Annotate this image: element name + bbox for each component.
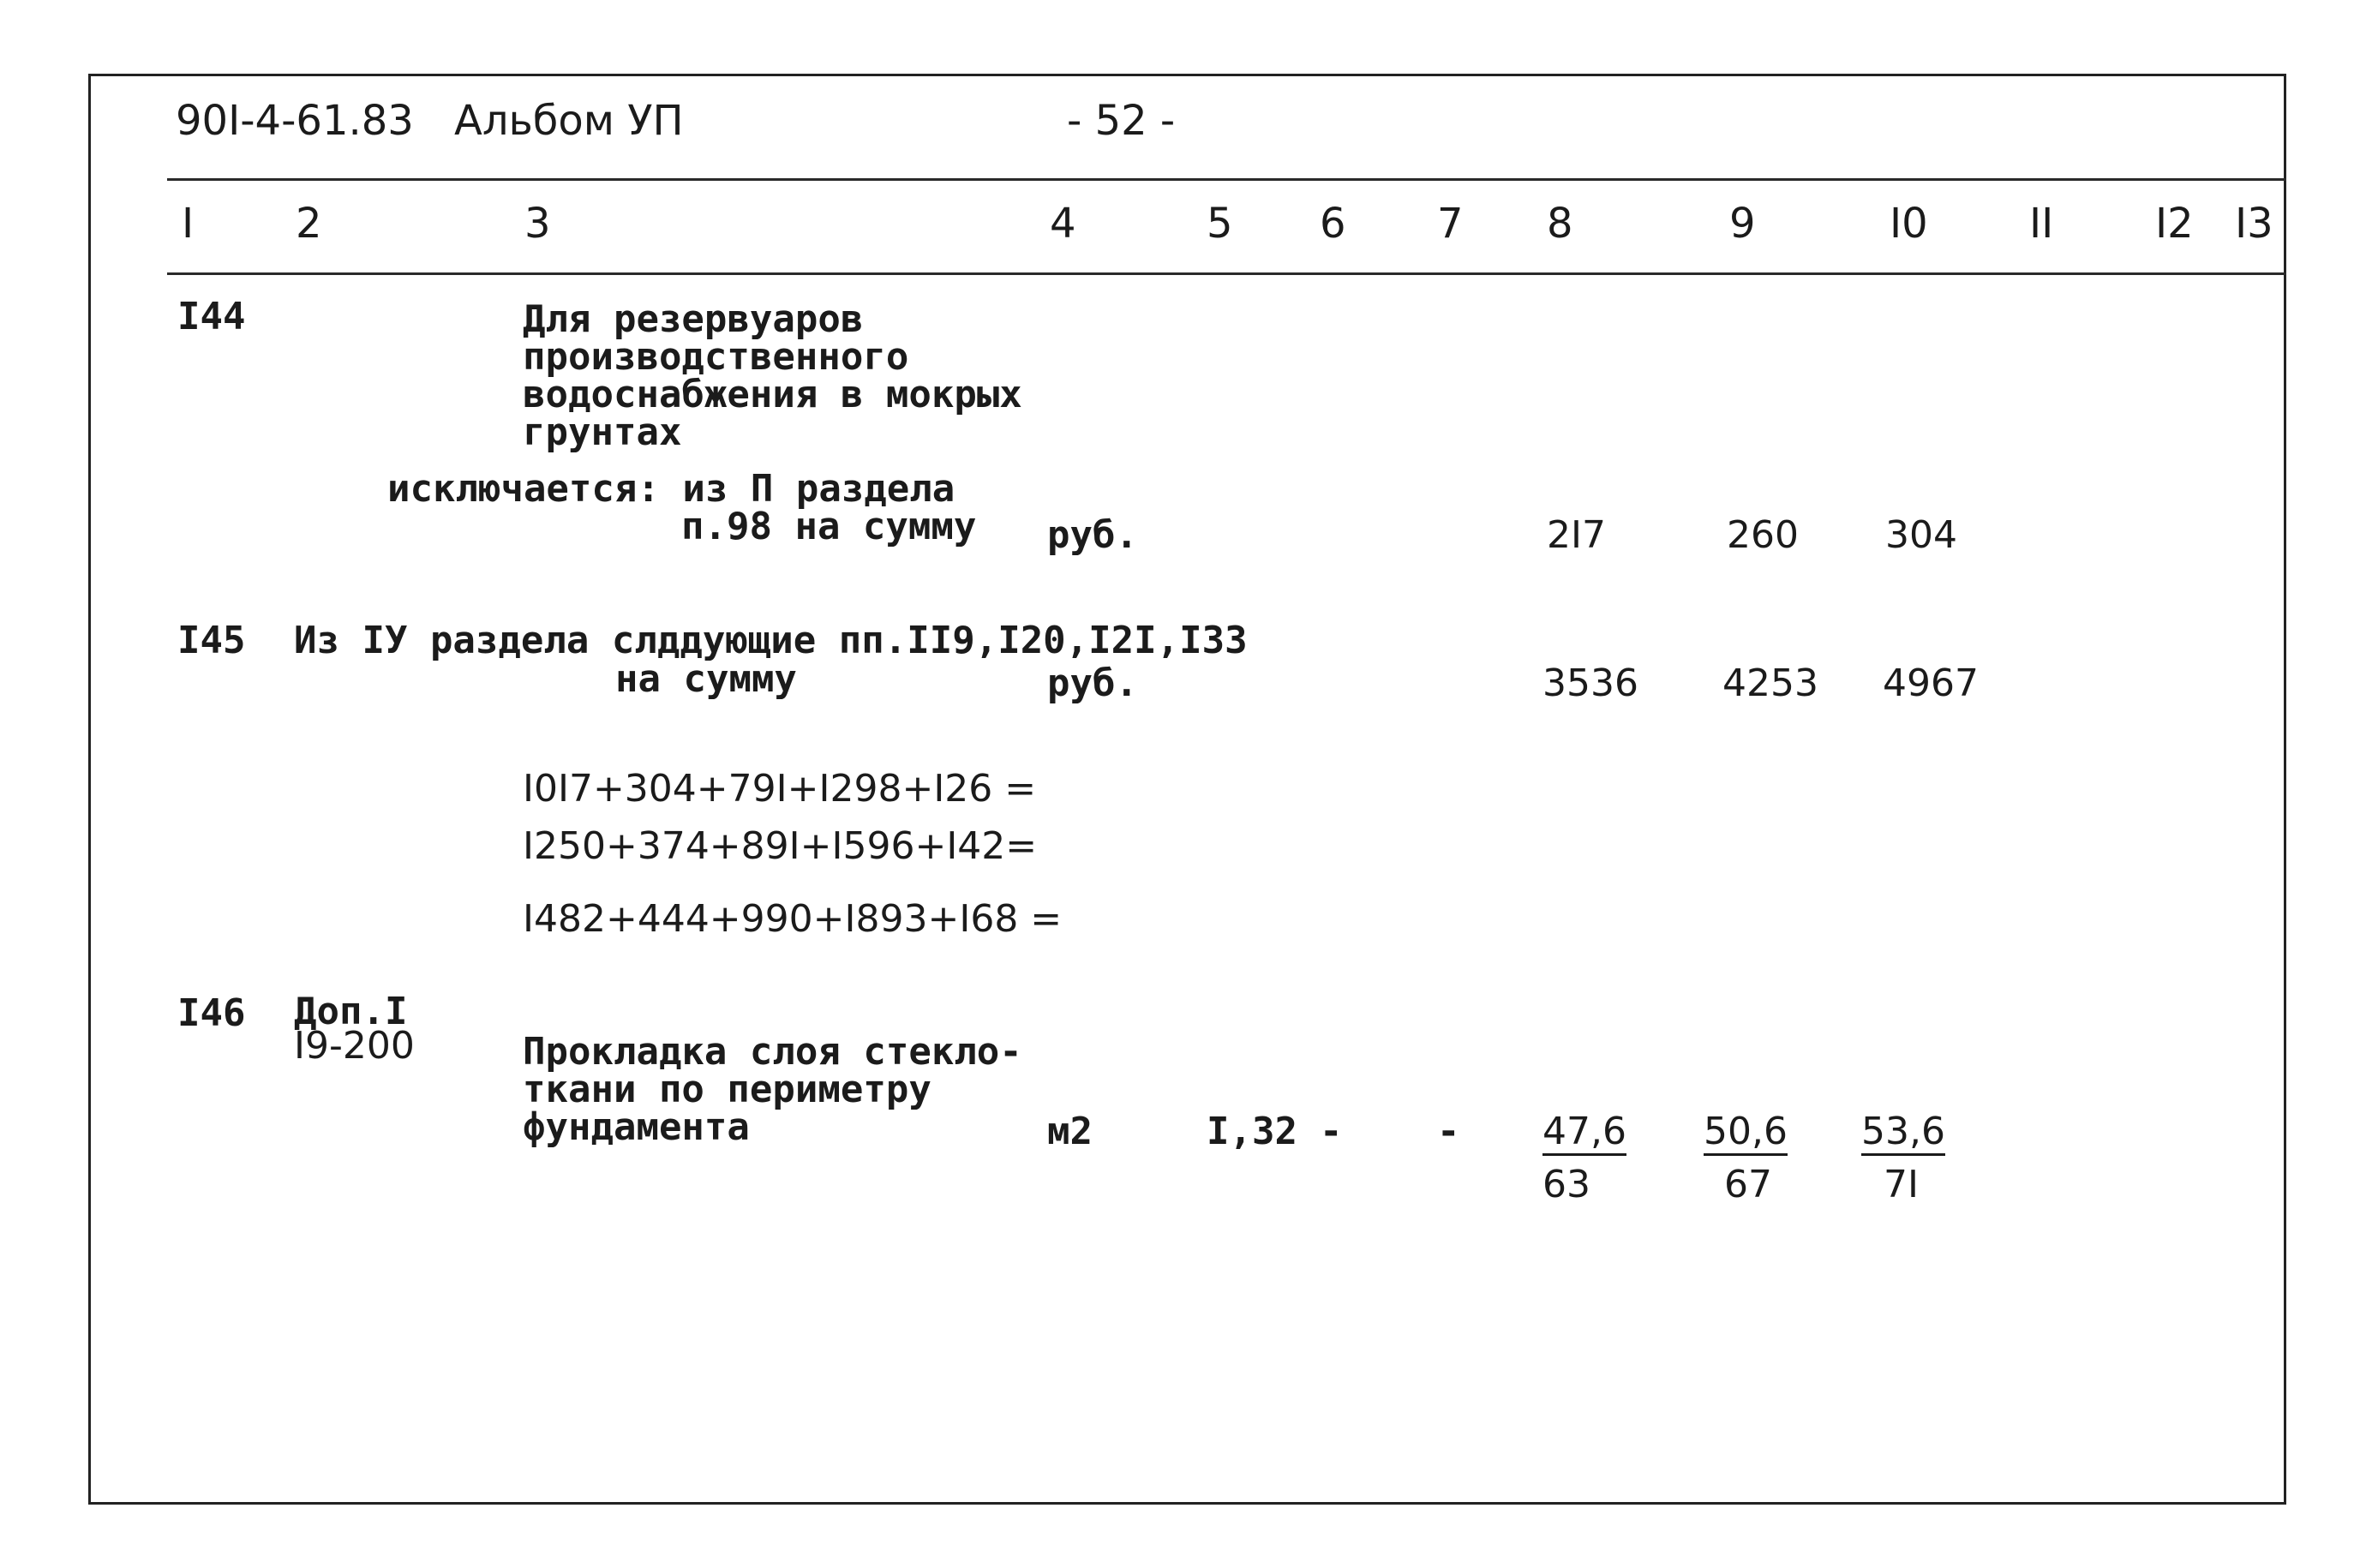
row-146-col-8-denominator: 63	[1542, 1163, 1590, 1206]
row-145-unit: руб.	[1047, 661, 1138, 705]
row-145-formula-col-10: I482+444+990+I893+I68 =	[523, 897, 1063, 941]
row-145-formula-col-9: I250+374+89I+I596+I42=	[523, 824, 1038, 868]
col-header-9: 9	[1729, 200, 1756, 248]
row-146-ref-line-2: I9-200	[294, 1024, 415, 1068]
row-146-number: I46	[177, 991, 246, 1035]
row-146-col-7: -	[1437, 1110, 1460, 1153]
col-header-5: 5	[1207, 200, 1233, 248]
row-146-col-10-numerator: 53,6	[1861, 1112, 1945, 1156]
frame-border-left	[88, 74, 91, 1505]
document-code: 90I-4-61.83	[176, 97, 414, 145]
row-146-col-9-denominator: 67	[1724, 1163, 1772, 1206]
row-146-unit: м2	[1047, 1110, 1093, 1153]
row-146-col-5: I,32	[1207, 1110, 1297, 1153]
row-144-col-10: 304	[1885, 513, 1957, 557]
header-rule-top	[167, 178, 2286, 181]
row-145-col-8: 3536	[1542, 661, 1638, 705]
row-146-desc-line-2: ткани по периметру	[523, 1068, 931, 1111]
col-header-10: I0	[1890, 200, 1928, 248]
row-144-number: I44	[177, 295, 246, 338]
row-144-col-9: 260	[1727, 513, 1799, 557]
header-rule-bottom	[167, 272, 2286, 275]
row-145-desc-line-2: на сумму	[615, 657, 797, 701]
col-header-3: 3	[524, 200, 551, 248]
row-144-desc-line-4: грунтах	[523, 410, 682, 454]
row-146-col-9-numerator: 50,6	[1704, 1112, 1788, 1156]
row-145-col-10: 4967	[1883, 661, 1979, 705]
row-144-exclusion-line-2: п.98 на сумму	[681, 505, 977, 548]
col-header-8: 8	[1547, 200, 1573, 248]
page-number: - 52 -	[1067, 97, 1176, 145]
col-header-7: 7	[1437, 200, 1464, 248]
row-145-col-9: 4253	[1722, 661, 1818, 705]
frame-border-top	[88, 74, 2286, 76]
row-144-exclusion-line-1: исключается: из П раздела	[387, 467, 955, 511]
frame-border-bottom	[88, 1502, 2286, 1505]
row-144-col-8: 2I7	[1547, 513, 1606, 557]
row-144-desc-line-2: производственного	[523, 335, 909, 379]
row-146-desc-line-1: Прокладка слоя стекло-	[523, 1030, 1022, 1074]
row-144-unit: руб.	[1047, 513, 1138, 557]
row-144-desc-line-3: водоснабжения в мокрых	[523, 373, 1022, 416]
album-label: Альбом УП	[454, 97, 684, 145]
col-header-13: I3	[2235, 200, 2273, 248]
col-header-12: I2	[2155, 200, 2194, 248]
row-146-col-6: -	[1320, 1110, 1343, 1153]
col-header-2: 2	[296, 200, 322, 248]
col-header-6: 6	[1320, 200, 1346, 248]
row-146-desc-line-3: фундамента	[523, 1105, 750, 1149]
row-146-col-8-numerator: 47,6	[1542, 1112, 1626, 1156]
frame-border-right	[2284, 74, 2286, 1505]
col-header-1: I	[182, 200, 195, 248]
row-145-desc-line-1: Из IУ раздела слддующие пп.II9,I20,I2I,I33	[294, 619, 1248, 662]
row-145-formula-col-8: I0I7+304+79I+I298+I26 =	[523, 767, 1037, 811]
row-144-desc-line-1: Для резервуаров	[523, 297, 864, 341]
col-header-11: II	[2029, 200, 2054, 248]
row-145-number: I45	[177, 619, 246, 662]
col-header-4: 4	[1050, 200, 1076, 248]
row-146-ref-line-1: Доп.I	[294, 990, 408, 1033]
row-146-col-10-denominator: 7I	[1884, 1163, 1919, 1206]
